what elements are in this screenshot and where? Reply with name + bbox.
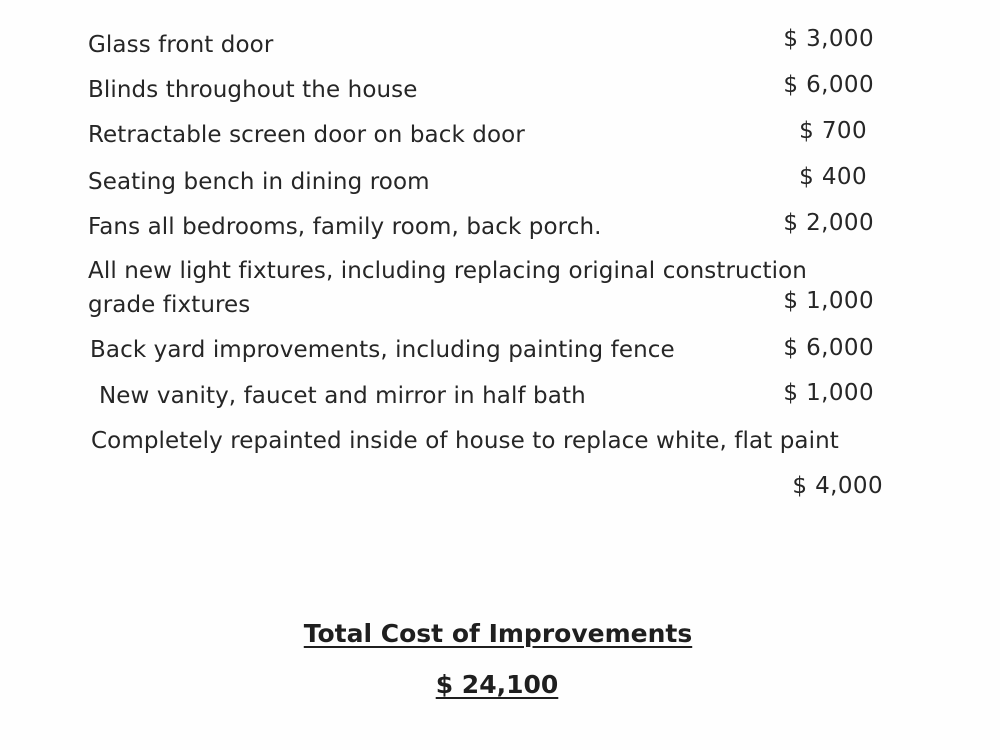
item-amount: $ 3,000 [783,26,874,52]
item-amount: $ 6,000 [783,335,874,361]
item-amount: $ 4,000 [792,473,883,499]
item-description: Blinds throughout the house [88,77,418,103]
item-amount: $ 400 [799,164,867,190]
total-label: Total Cost of Improvements [303,619,693,648]
item-amount: $ 1,000 [783,288,874,314]
item-description: Glass front door [88,32,274,58]
item-description: Back yard improvements, including painting fence [90,337,675,363]
item-description: New vanity, faucet and mirror in half bath [99,383,586,409]
item-description-line2: grade fixtures [88,292,251,318]
item-description: Retractable screen door on back door [88,122,525,148]
item-amount: $ 2,000 [783,210,874,236]
item-description-line1: All new light fixtures, including replacing original construction [88,258,807,284]
item-amount: $ 1,000 [783,380,874,406]
item-amount: $ 6,000 [783,72,874,98]
item-amount: $ 700 [799,118,867,144]
item-description: Completely repainted inside of house to replace white, flat paint [91,428,839,454]
item-description: Seating bench in dining room [88,169,430,195]
total-value: $ 24,100 [435,670,559,699]
item-description: Fans all bedrooms, family room, back porch. [88,214,602,240]
